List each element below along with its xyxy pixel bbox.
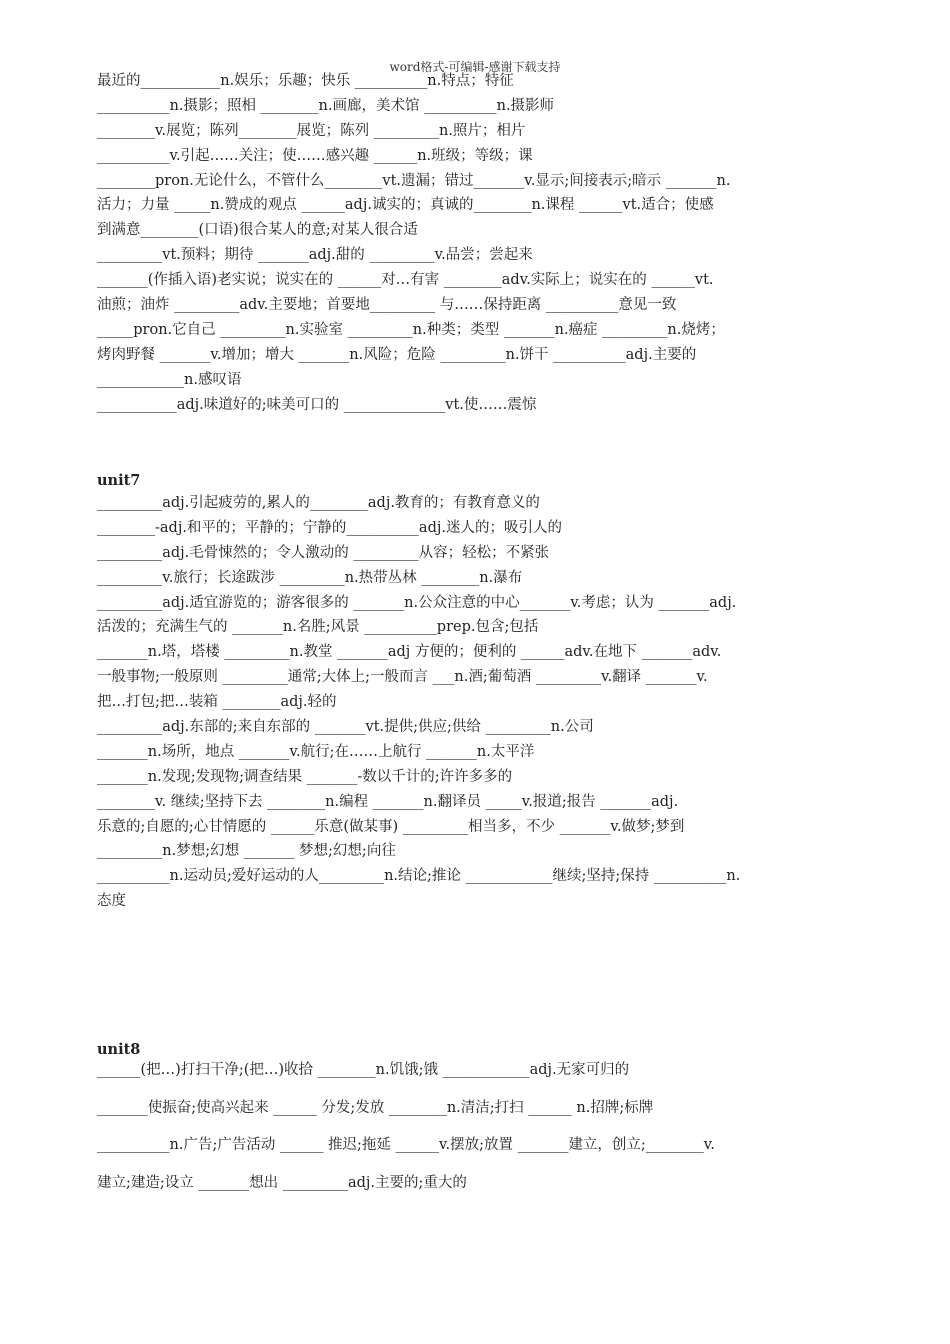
- vocab-line: 乐意的;自愿的;心甘情愿的 ______乐意(做某事) _________相当多，不少 _______v.做梦;梦到: [97, 818, 685, 835]
- vocab-line: __________v.引起……关注；使……感兴趣 ______n.班级；等级；课: [97, 147, 533, 164]
- vocab-line: 活泼的；充满生气的 _______n.名胜;风景 __________prep.包含;包括: [97, 619, 539, 636]
- vocab-line: _________adj.适宜游览的；游客很多的 _______n.公众注意的中心_______v.考虑；认为 _______adj.: [97, 594, 737, 611]
- unit7-heading: unit7: [97, 472, 141, 489]
- vocab-line: __________n.广告;广告活动 ______ 推迟;拖延 ______v.摆放;放置 _______建立，创立;________v.: [97, 1137, 715, 1153]
- vocab-line: 活力；力量 _____n.赞成的观点 ______adj.诚实的；真诚的________n.课程 ______vt.适合；使感: [97, 197, 714, 214]
- vocab-line: ______(把…)打扫干净;(把…)收拾 ________n.饥饿;饿 ____________adj.无家可归的: [97, 1062, 630, 1078]
- vocab-line: _________n.梦想;幻想 _______ 梦想;幻想;向往: [97, 843, 396, 860]
- vocab-line: _______n.发现;发现物;调查结果 _______-数以千计的;许许多多的: [97, 768, 513, 785]
- unit8-heading: unit8: [97, 1041, 141, 1058]
- vocab-line: _________v.旅行；长途跋涉 _________n.热带丛林 ________n.瀑布: [97, 569, 523, 586]
- vocab-line: _______n.场所，地点 _______v.航行;在……上航行 _______n.太平洋: [97, 743, 535, 760]
- vocab-line: ________v.展览；陈列________展览；陈列 _________n.照片；相片: [97, 122, 526, 139]
- vocab-line: _______n.塔，塔楼 _________n.教堂 _______adj 方便的；便利的 ______adv.在地下 _______adv.: [97, 644, 722, 661]
- page-header: word格式-可编辑-感谢下载支持: [389, 60, 561, 74]
- vocab-line: _____pron.它自己 _________n.实验室 _________n.种类；类型 _______n.癌症 _________n.烧烤；: [97, 321, 725, 338]
- vocab-line: ________v. 继续;坚持下去 ________n.编程 _______n.翻译员 _____v.报道;报告 _______adj.: [97, 793, 679, 810]
- vocab-line: _______使振奋;使高兴起来 ______ 分发;发放 ________n.清洁;打扫 ______ n.招牌;标牌: [97, 1099, 654, 1116]
- vocab-block-2: [97, 491, 862, 914]
- vocab-line: _________vt.预料；期待 _______adj.甜的 _________v.品尝；尝起来: [97, 247, 533, 264]
- vocab-line: 建立;建造;设立 _______想出 _________adj.主要的;重大的: [97, 1174, 467, 1191]
- vocab-line: 到满意________(口语)很合某人的意;对某人很合适: [97, 222, 418, 239]
- vocab-line: ____________n.感叹语: [97, 371, 242, 388]
- vocab-line: ___________adj.味道好的;味美可口的 ______________vt.使……震惊: [97, 396, 537, 413]
- vocab-line: __________n.运动员;爱好运动的人_________n.结论;推论 ____________继续;坚持;保持 __________n.: [97, 868, 741, 885]
- vocab-line: 把…打包;把…装箱 ________adj.轻的: [97, 694, 337, 711]
- vocab-line: 最近的___________n.娱乐；乐趣；快乐 __________n.特点；特征: [97, 73, 514, 89]
- vocab-line: 态度: [97, 893, 126, 910]
- vocab-line: 一般事物;一般原则 _________通常;大体上;一般而言 ___n.酒;葡萄酒 _________v.翻译 _______v.: [97, 669, 708, 686]
- vocab-line: _________adj.东部的;来自东部的 _______vt.提供;供应;供给 _________n.公司: [97, 719, 594, 736]
- vocab-block-3: [97, 1052, 862, 1202]
- vocab-line: 油煎；油炸 _________adv.主要地；首要地_________ 与……保持距离 __________意见一致: [97, 297, 677, 314]
- vocab-line: _______(作插入语)老实说；说实在的 ______对…有害 ________adv.实际上；说实在的 ______vt.: [97, 272, 714, 289]
- vocab-line: _________adj.毛骨悚然的；令人激动的 _________从容；轻松；不紧张: [97, 544, 550, 561]
- vocab-line: ________-adj.和平的；平静的；宁静的__________adj.迷人的；吸引人的: [97, 519, 562, 536]
- vocab-line: _________adj.引起疲劳的,累人的________adj.教育的；有教育意义的: [97, 495, 540, 511]
- vocab-line: 烤肉野餐 _______v.增加；增大 _______n.风险；危险 _________n.饼干 __________adj.主要的: [97, 346, 697, 363]
- vocab-line: ________pron.无论什么，不管什么________vt.遗漏；错过_______v.显示;间接表示;暗示 _______n.: [97, 172, 731, 189]
- vocab-block-1: [97, 69, 862, 417]
- vocab-line: __________n.摄影；照相 ________n.画廊，美术馆 __________n.摄影师: [97, 97, 555, 114]
